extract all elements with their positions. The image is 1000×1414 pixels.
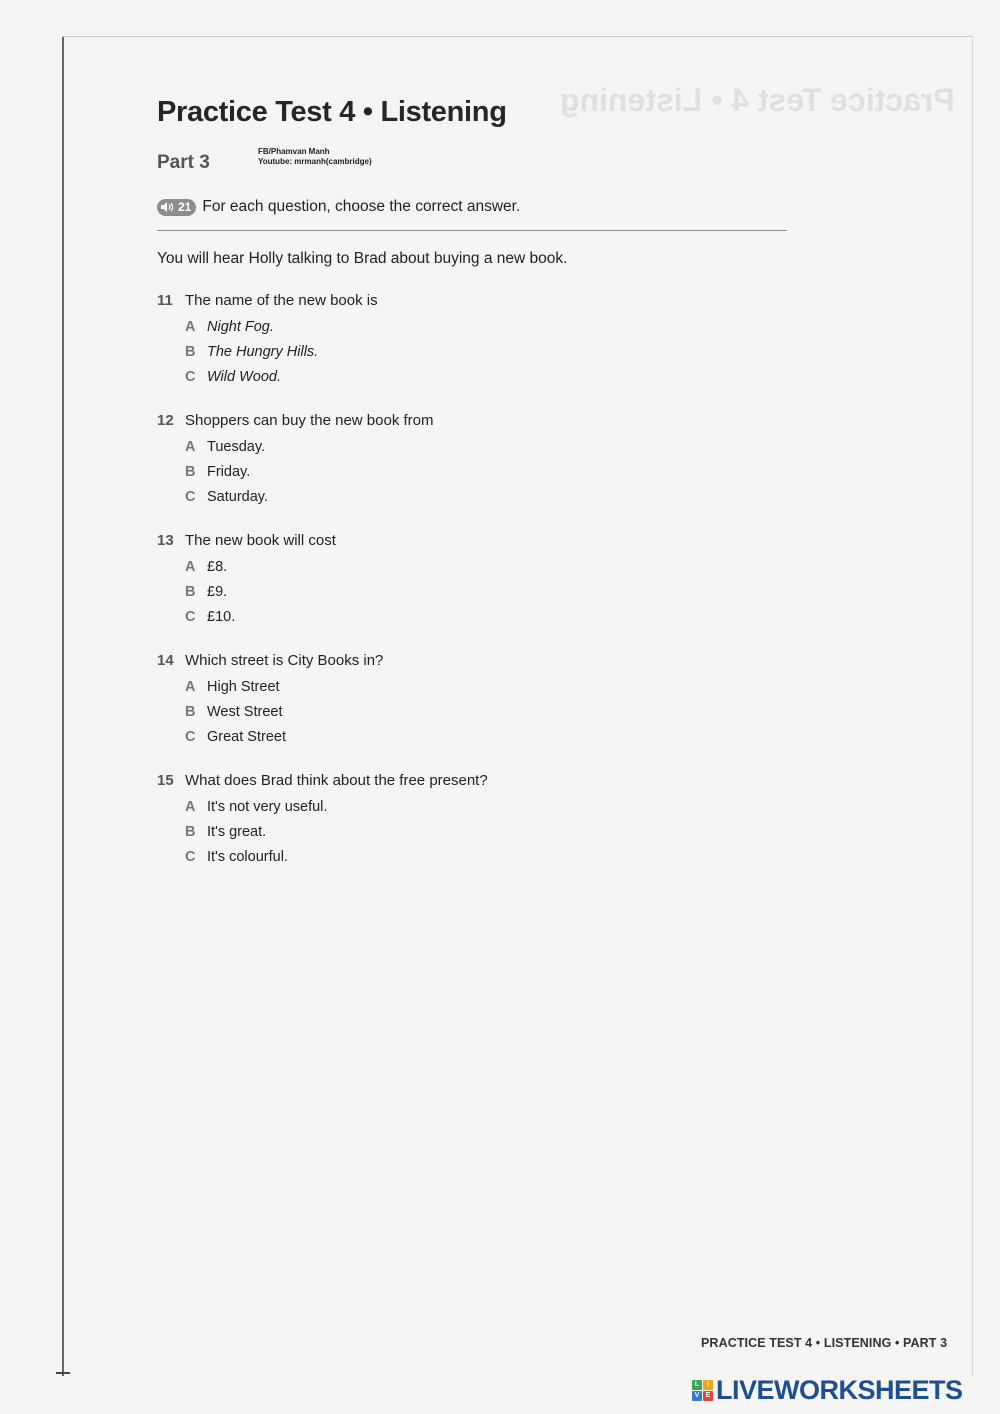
context-text: You will hear Holly talking to Brad about buying a new book.: [157, 250, 568, 267]
option-b[interactable]: [185, 335, 378, 360]
question-number: 15: [157, 771, 174, 789]
question-header: [157, 770, 488, 790]
option-text: Friday.: [207, 464, 251, 480]
page-title: Practice Test 4 • Listening: [157, 96, 507, 128]
question-text: Shoppers can buy the new book from: [185, 411, 434, 429]
divider-rule: [157, 230, 787, 231]
option-text: Tuesday.: [207, 439, 266, 455]
question-15: [157, 770, 488, 865]
option-c[interactable]: [185, 720, 383, 745]
option-letter: C: [185, 729, 196, 745]
option-text: It's colourful.: [207, 849, 288, 865]
credits: [258, 147, 372, 167]
option-letter: C: [185, 609, 196, 625]
page-edge-tick: [56, 1372, 70, 1374]
question-number: 13: [157, 531, 174, 549]
question-text: What does Brad think about the free present?: [185, 771, 488, 789]
option-b[interactable]: [185, 455, 433, 480]
option-b[interactable]: [185, 695, 383, 720]
option-letter: B: [185, 464, 196, 480]
logo-tile: L: [692, 1380, 702, 1390]
bleed-through-title: Practice Test 4 • Listening: [560, 82, 955, 118]
logo-tile: E: [703, 1391, 713, 1401]
option-text: £9.: [207, 584, 228, 600]
option-b[interactable]: [185, 575, 336, 600]
option-a[interactable]: [185, 310, 378, 335]
page-edge-top: [62, 36, 972, 37]
question-12: [157, 410, 433, 505]
page-edge-right: [972, 36, 973, 1376]
question-13: [157, 530, 336, 625]
question-11: [157, 290, 378, 385]
track-number: 21: [178, 200, 192, 214]
option-c[interactable]: [185, 480, 433, 505]
page-edge-left: [62, 36, 64, 1376]
option-a[interactable]: [185, 790, 488, 815]
option-a[interactable]: [185, 670, 383, 695]
page-footer: PRACTICE TEST 4 • LISTENING • PART 3: [701, 1336, 948, 1350]
option-c[interactable]: [185, 600, 336, 625]
option-letter: C: [185, 369, 196, 385]
option-letter: A: [185, 319, 196, 335]
question-header: [157, 650, 383, 670]
option-a[interactable]: [185, 430, 433, 455]
option-text: Great Street: [207, 729, 286, 745]
option-letter: B: [185, 704, 196, 720]
liveworksheets-logo[interactable]: [692, 1375, 963, 1406]
option-text: It's not very useful.: [207, 799, 328, 815]
logo-text: LIVEWORKSHEETS: [716, 1375, 963, 1405]
question-number: 11: [157, 291, 173, 309]
option-a[interactable]: [185, 550, 336, 575]
option-text: £10.: [207, 609, 236, 625]
logo-grid-icon: [692, 1380, 713, 1401]
question-number: 12: [157, 411, 174, 429]
question-text: Which street is City Books in?: [185, 651, 384, 669]
question-header: [157, 410, 433, 430]
question-number: 14: [157, 651, 174, 669]
option-text: It's great.: [207, 824, 267, 840]
option-letter: C: [185, 849, 196, 865]
option-text: High Street: [207, 679, 280, 695]
speaker-icon: [160, 201, 174, 213]
question-text: The new book will cost: [185, 531, 336, 549]
option-letter: B: [185, 824, 196, 840]
option-text: West Street: [207, 704, 283, 720]
question-header: [157, 530, 336, 550]
option-text: Wild Wood.: [207, 369, 282, 385]
option-c[interactable]: [185, 840, 488, 865]
option-letter: A: [185, 679, 196, 695]
question-header: [157, 290, 378, 310]
option-letter: A: [185, 799, 196, 815]
option-letter: B: [185, 344, 196, 360]
option-text: Night Fog.: [207, 319, 274, 335]
credit-line-youtube: Youtube: mrmanh(cambridge): [258, 157, 372, 166]
question-text: The name of the new book is: [185, 291, 378, 309]
option-text: The Hungry Hills.: [207, 344, 319, 360]
option-text: Saturday.: [207, 489, 268, 505]
logo-tile: I: [703, 1380, 713, 1390]
question-14: [157, 650, 383, 745]
option-letter: A: [185, 559, 196, 575]
option-c[interactable]: [185, 360, 378, 385]
option-text: £8.: [207, 559, 228, 575]
part-label: Part 3: [157, 152, 210, 173]
instruction-text: For each question, choose the correct answer.: [202, 198, 521, 215]
instruction-row: [157, 198, 520, 216]
logo-tile: V: [692, 1391, 702, 1401]
option-letter: B: [185, 584, 196, 600]
option-letter: A: [185, 439, 196, 455]
credit-line-facebook: FB/Phamvan Manh: [258, 147, 330, 156]
option-letter: C: [185, 489, 196, 505]
audio-track-badge[interactable]: [157, 199, 196, 216]
option-b[interactable]: [185, 815, 488, 840]
